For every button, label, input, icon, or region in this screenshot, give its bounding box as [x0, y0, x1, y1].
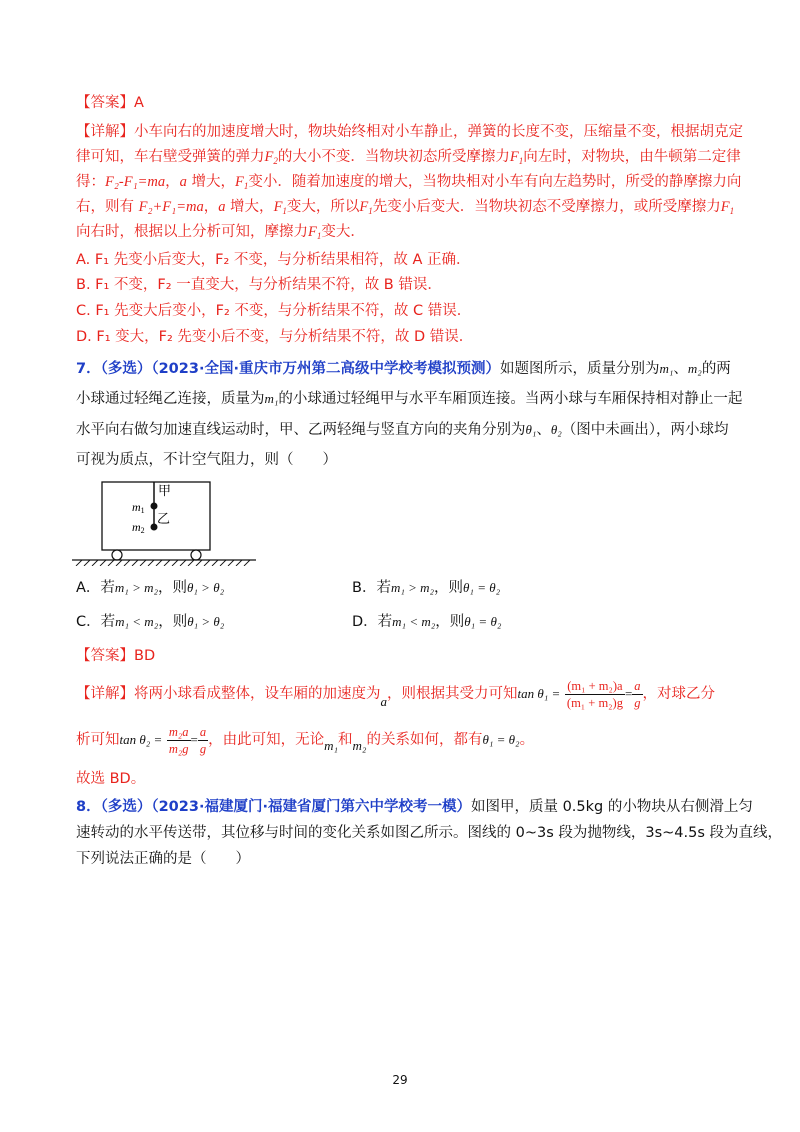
- symbol-F1: $F_1$: [273, 199, 287, 216]
- symbol-F2: $F_2$: [264, 149, 278, 166]
- question-source: （2023·全国·重庆市万州第二高级中学校考模拟预测）: [151, 361, 500, 377]
- detail-tag: 【详解】: [76, 686, 134, 702]
- symbol-F1: $F_1$: [235, 174, 249, 191]
- question-tag: （多选）: [100, 799, 152, 815]
- q7-option-c[interactable]: C．若m₁ < m₂，则θ₁ > θ₂: [76, 614, 225, 630]
- q6-detail-line-1: 【详解】小车向右的加速度增大时，物块始终相对小车静止，弹簧的长度不变，压缩量不变，根据胡克定: [76, 124, 743, 140]
- answer-value: A: [134, 95, 144, 111]
- q7-option-b[interactable]: B．若m₁ > m₂，则θ₁ = θ₂: [352, 580, 501, 596]
- q8-stem-line-1: 8．（多选）（2023·福建厦门·福建省厦门第六中学校考一模）如图甲，质量 0.5kg 的小物块从右侧滑上匀: [76, 799, 753, 815]
- q7-option-a[interactable]: A．若m₁ > m₂，则θ₁ > θ₂: [76, 580, 225, 596]
- cart-figure: [70, 478, 270, 566]
- cart-box: [102, 482, 210, 550]
- q7-conclusion: 故选 BD。: [76, 771, 146, 787]
- symbol-F1: $F_1$: [720, 199, 735, 216]
- fraction-a-over-g: $\frac{a}{g}$: [199, 724, 207, 756]
- q7-stem-line-4: 可视为质点，不计空气阻力，则（ ）: [76, 452, 337, 468]
- question-number: 8．: [76, 799, 101, 815]
- wheel-left: [112, 550, 122, 560]
- question-source: （2023·福建厦门·福建省厦门第六中学校考一模）: [151, 799, 471, 815]
- q7-detail-line-1: 【详解】将两小球看成整体，设车厢的加速度为a，则根据其受力可知tan θ₁ = $\frac{\text{(m₁ + m₂)a}}{\text{(m₁ + m₂)g}}$ = $\frac{a}{g}$ ，对球乙分: [76, 678, 716, 710]
- q6-detail-line-4: 右，则有 F₂+F₁=ma，a 增大，$F_1$变大，所以$F_1$先变小后变大．当物块初态不受摩擦力，或所受摩擦力$F_1$: [76, 199, 735, 216]
- q6-answer: [76, 93, 144, 113]
- question-tag: （多选）: [100, 361, 152, 377]
- equation: F₂-F₁=ma: [105, 174, 166, 190]
- q7-stem-line-1: 7．（多选）（2023·全国·重庆市万州第二高级中学校考模拟预测）如题图所示，质量分别为m₁、m₂的两: [76, 361, 731, 377]
- ground-hatch: [76, 560, 250, 566]
- q6-option-d-analysis: D. F₁ 变大，F₂ 先变小后不变，与分析结果不符，故 D 错误．: [76, 329, 474, 345]
- q7-answer: [76, 646, 155, 666]
- q6-detail-line-3: 得：F₂-F₁=ma，a 增大，$F_1$变小．随着加速度的增大，当物块相对小车有向左趋势时，所受的静摩擦力向: [76, 174, 742, 191]
- label-yi: 乙: [157, 512, 171, 527]
- q6-option-b-analysis: B. F₁ 不变，F₂ 一直变大，与分析结果不符，故 B 错误．: [76, 277, 442, 293]
- q6-option-a-analysis: A. F₁ 先变小后变大，F₂ 不变，与分析结果相符，故 A 正确．: [76, 252, 471, 268]
- q6-detail-line-5: 向右时，根据以上分析可知，摩擦力$F_1$变大．: [76, 224, 365, 241]
- q8-stem-line-3: 下列说法正确的是（ ）: [76, 851, 250, 867]
- q7-stem-line-2: 小球通过轻绳乙连接，质量为m₁的小球通过轻绳甲与水平车厢顶连接。当两小球与车厢保持相对静止一起: [76, 391, 743, 407]
- label-m2: m2: [132, 520, 145, 535]
- q7-detail-line-2: 析可知tan θ₂ = $\frac{\text{m₂a}}{\text{m₂g}}$ = $\frac{a}{g}$ ，由此可知，无论m₁和m₂的关系如何，都有θ₁ = θ₂。: [76, 724, 535, 756]
- q7-option-d[interactable]: D．若m₁ < m₂，则θ₁ = θ₂: [352, 614, 502, 630]
- q7-stem-line-3: 水平向右做匀加速直线运动时，甲、乙两轻绳与竖直方向的夹角分别为θ₁、θ₂（图中未画出），两小球均: [76, 422, 729, 438]
- answer-tag: 【答案】: [76, 648, 134, 664]
- label-jia: 甲: [158, 484, 172, 499]
- detail-tag: 【详解】: [76, 124, 134, 140]
- label-m1: m1: [132, 500, 145, 515]
- wheel-right: [191, 550, 201, 560]
- page-number: 29: [392, 1073, 408, 1087]
- fraction-tan2: $\frac{\text{m₂a}}{\text{m₂g}}$: [168, 724, 189, 756]
- fraction-tan1: $\frac{\text{(m₁ + m₂)a}}{\text{(m₁ + m₂)g}}$: [566, 678, 623, 710]
- question-number: 7．: [76, 361, 101, 377]
- symbol-F1: $F_1$: [359, 199, 373, 216]
- q6-option-c-analysis: C. F₁ 先变大后变小，F₂ 不变，与分析结果不符，故 C 错误．: [76, 303, 472, 319]
- q8-stem-line-2: 速转动的水平传送带，其位移与时间的变化关系如图乙所示。图线的 0~3s 段为抛物线，3s~4.5s 段为直线，: [76, 825, 783, 841]
- q6-detail-line-2: 律可知，车右壁受弹簧的弹力$F_2$的大小不变．当物块初态所受摩擦力$F_1$向左时，对物块，由牛顿第二定律: [76, 149, 741, 166]
- fraction-a-over-g: $\frac{a}{g}$: [634, 678, 641, 710]
- symbol-F1: $F_1$: [509, 149, 524, 166]
- equation: F₂+F₁=ma: [138, 199, 204, 215]
- symbol-F1: $F_1$: [308, 224, 322, 241]
- answer-tag: 【答案】: [76, 95, 134, 111]
- answer-value: BD: [134, 648, 156, 664]
